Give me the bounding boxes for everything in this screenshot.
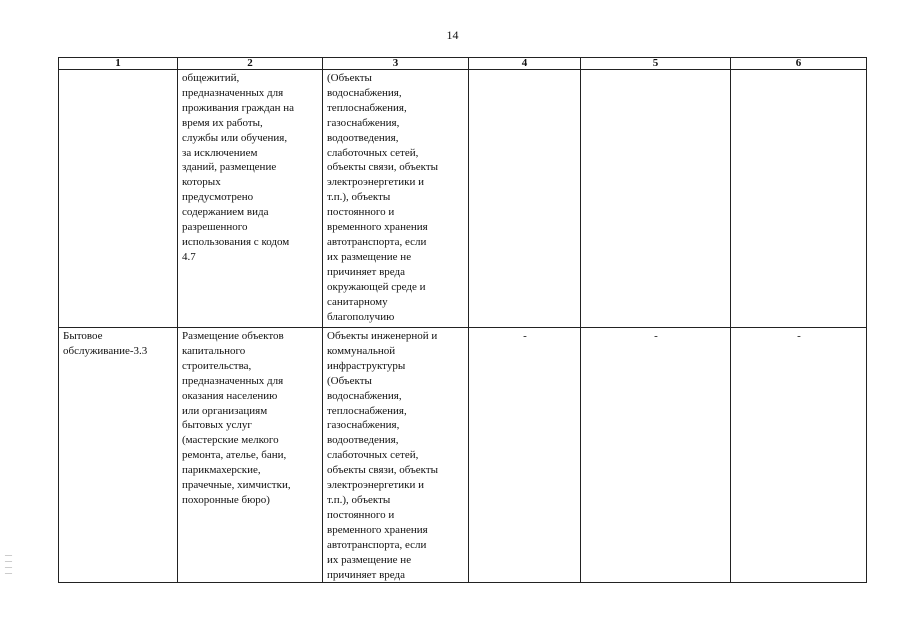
column-header: 2 [178, 58, 323, 70]
table-cell: общежитий, предназначенных для проживания граждан на время их работы, службы или обучения, за исключением зданий, размещение которых предусмотрено содержанием вида разрешенного использования с кодом 4.7 [178, 70, 323, 328]
table-cell: Объекты инженерной и коммунальной инфраструктуры (Объекты водоснабжения, теплоснабжения, газоснабжения, водоотведения, слаботочных сетей, объекты связи, объекты электроэнергетики и т.п.), объекты постоянного и временного хранения автотранспорта, если их размещение не причиняет вреда [323, 328, 469, 583]
column-header: 6 [731, 58, 867, 70]
header-row [59, 58, 867, 70]
scan-margin-mark: — — — — [5, 551, 12, 577]
column-header: 4 [469, 58, 581, 70]
table-cell: Бытовое обслуживание-3.3 [59, 328, 178, 583]
table-row [59, 70, 867, 328]
zoning-table [58, 57, 867, 583]
page-number: 14 [446, 28, 459, 42]
table-row [59, 328, 867, 583]
table-cell [59, 70, 178, 328]
column-header: 1 [59, 58, 178, 70]
table-cell [581, 70, 731, 328]
table-cell: (Объекты водоснабжения, теплоснабжения, газоснабжения, водоотведения, слаботочных сетей, объекты связи, объекты электроэнергетики и т.п.), объекты постоянного и временного хранения автотранспорта, если их размещение не причиняет вреда окружающей среде и санитарному благополучию [323, 70, 469, 328]
table-cell: - [731, 328, 867, 583]
table-cell: - [581, 328, 731, 583]
table-cell [731, 70, 867, 328]
column-header: 3 [323, 58, 469, 70]
column-header: 5 [581, 58, 731, 70]
table-cell [469, 70, 581, 328]
table-cell: Размещение объектов капитального строительства, предназначенных для оказания населению или организациям бытовых услуг (мастерские мелкого ремонта, ателье, бани, парикмахерские, прачечные, химчистки, похоронные бюро) [178, 328, 323, 583]
table-cell: - [469, 328, 581, 583]
